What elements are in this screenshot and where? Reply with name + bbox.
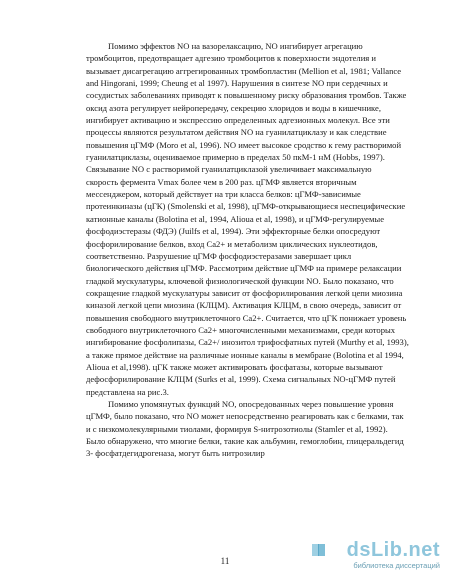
watermark-site: dsLib.net bbox=[346, 539, 440, 561]
text-line: соответственно. Разрушение цГМФ фосфодиэстеразами завершает цикл bbox=[86, 250, 352, 261]
text-line: представлена на рис.3. bbox=[86, 386, 169, 397]
text-line: ингибирует активацию и экспрессию определенных адгезионных молекул. Все эти bbox=[86, 115, 390, 126]
text-line: и с низкомолекулярными тиолами, формируя S-нитрозотиолы (Stamler et al, 1992). bbox=[86, 423, 388, 434]
text-line: гуанилатциклазы, оцениваемое примерно в пределах 50 пкМ-1 нМ (Hobbs, 1997). bbox=[86, 152, 385, 163]
text-line: Alioua et al,1998). цГК также может активировать фосфатазы, которые вызывают bbox=[86, 361, 383, 372]
text-line: Связывание NO с растворимой гуанилатциклазой увеличивает максимальную bbox=[86, 164, 372, 175]
text-line: оксид азота регулирует нейропередачу, секрецию хлоридов и воды в кишечнике, bbox=[86, 102, 381, 113]
text-line: а также прямое действие на различные ионные каналы в мембране (Bolotina et al 1994, bbox=[86, 349, 404, 360]
text-line: дефосфорилирование КЛЦМ (Surks et al, 1999). Схема сигнальных NO-цГМФ путей bbox=[86, 374, 396, 385]
paragraph-2 bbox=[86, 398, 412, 460]
text-line: сосудистых заболеваниях приводят к повышенному риску образования тромбов. Также bbox=[86, 90, 407, 101]
book-logo-icon bbox=[310, 541, 328, 559]
text-line: скорость фермента Vmax более чем в 200 раз. цГМФ является вторичным bbox=[86, 176, 357, 187]
text-line: Было обнаружено, что многие белки, такие как альбумин, гемоглобин, глицеральдегид bbox=[86, 436, 404, 446]
text-line: фосфорилирование белков, вход Ca2+ и метаболизм циклических нуклеотидов, bbox=[86, 238, 378, 249]
text-line: тромбоцитов, предотвращает адгезию тромбоцитов к поверхности эндотелия и bbox=[86, 53, 377, 64]
text-line: Помимо эффектов NO на вазорелаксацию, NO ингибирует агрегацию bbox=[108, 41, 363, 51]
text-line: катионные каналы (Bolotina et al, 1994, Alioua et al, 1998), и цГМФ-регулируемые bbox=[86, 213, 385, 224]
text-line: мессенджером, который действует на три класса белков: цГМФ-зависимые bbox=[86, 189, 361, 200]
text-line: повышения свободного внутриклеточного Ca2+. Считается, что цГК понижает уровень bbox=[86, 312, 407, 323]
text-line: Помимо упомянутых функций NO, опосредованных через повышение уровня bbox=[108, 398, 394, 409]
text-line: гладкой мускулатуры, ключевой физиологической функции NO. Было показано, что bbox=[86, 275, 394, 286]
text-line: вызывает дисагрегацию аггрегированных тромбопластин (Mellion et al, 1981; Vallance bbox=[86, 65, 402, 76]
text-line: цГМФ, было показано, что NO может непосредственно реагировать как с белками, так bbox=[86, 411, 404, 422]
watermark[interactable] bbox=[310, 539, 440, 573]
page-number: 11 bbox=[220, 556, 230, 566]
text-line: свободного внутриклеточного Ca2+ многочисленными механизмами, среди которых bbox=[86, 324, 396, 335]
text-line: and Hingorani, 1999; Cheung et al 1997). Нарушения в синтезе NO при сердечных и bbox=[86, 78, 388, 89]
watermark-tagline: библиотека диссертаций bbox=[353, 561, 440, 570]
text-line: 3- фосфатдегидрогеназа, могут быть нитрозилир bbox=[86, 448, 265, 459]
text-line: ингибирование фосфолипазы, Ca2+/ инозитол трифосфатных путей (Murthy et al, 1993), bbox=[86, 337, 409, 348]
text-line: повышения цГМФ (Moro et al, 1996). NO имеет высокое сродство к гему растворимой bbox=[86, 139, 402, 150]
text-line: киназой легкой цепи миозина (КЛЦМ). Активация КЛЦМ, в свою очередь, зависит от bbox=[86, 300, 402, 311]
paragraph-1 bbox=[86, 40, 412, 398]
text-line: протеинкиназы (цГК) (Smolenski et al, 1998), цГМФ-открывающиеся неспецифические bbox=[86, 201, 406, 212]
text-line: процессы являются результатом действия NO на гуанилатциклазу и как следствие bbox=[86, 127, 387, 138]
body-text bbox=[86, 40, 412, 460]
text-line: фосфодиэстеразы (ФДЭ) (Juilfs et al, 1994). Эти эффекторные белки опосредуют bbox=[86, 226, 381, 237]
text-line: сокращение гладкой мускулатуры зависит от фосфорилирования легкой цепи миозина bbox=[86, 287, 403, 298]
text-line: биологического действия цГМФ. Рассмотрим действие цГМФ на примере релаксации bbox=[86, 263, 402, 274]
